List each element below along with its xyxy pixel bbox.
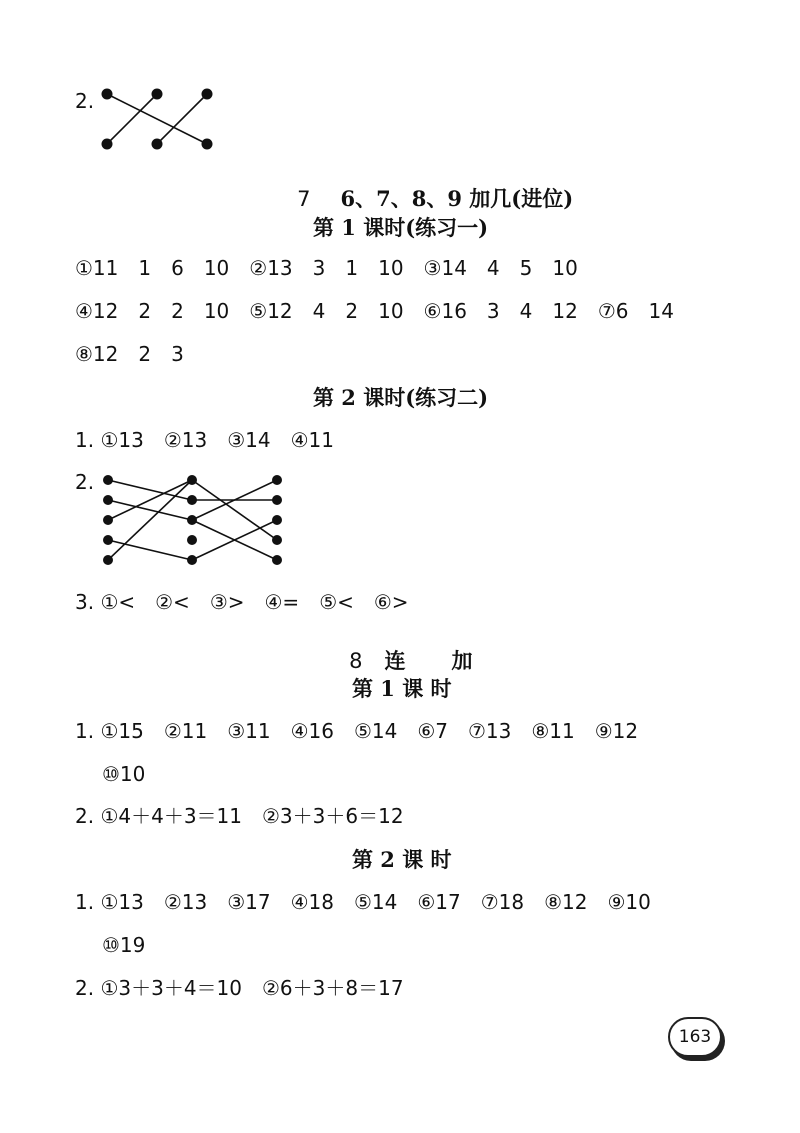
lesson-heading: 第 2 课 时: [352, 847, 452, 872]
answer-line: ⑩19: [102, 933, 146, 957]
page-number-text: 163: [678, 1027, 712, 1047]
lesson-heading: 第 1 课时(练习一): [313, 215, 489, 240]
matching-diagram-top: [90, 86, 230, 156]
answer-line: 1. ①15 ②11 ③11 ④16 ⑤14 ⑥7 ⑦13 ⑧11 ⑨12: [75, 719, 639, 743]
answer-line: 2. ①4＋4＋3＝11 ②3＋3＋6＝12: [75, 804, 404, 828]
unit-number: 8: [349, 649, 363, 673]
lesson-heading: 第 2 课时(练习二): [313, 385, 489, 410]
unit-title-char: 加: [451, 648, 473, 673]
answer-line: 2. ①3＋3＋4＝10 ②6＋3＋8＝17: [75, 976, 404, 1000]
unit-title: 6、7、8、9 加几(进位): [340, 186, 574, 211]
unit-number: 7: [297, 187, 311, 211]
page-number: [668, 1017, 722, 1057]
unit-title-char: 连: [384, 648, 406, 673]
answer-line: ⑩10: [102, 762, 146, 786]
answer-line: ①11 1 6 10 ②13 3 1 10 ③14 4 5 10: [75, 256, 578, 280]
question-number: 2.: [75, 89, 95, 113]
answer-line: 3. ①< ②< ③> ④= ⑤< ⑥>: [75, 590, 409, 614]
answer-line: 1. ①13 ②13 ③17 ④18 ⑤14 ⑥17 ⑦18 ⑧12 ⑨10: [75, 890, 651, 914]
matching-diagram-middle: [100, 472, 300, 572]
lesson-heading: 第 1 课 时: [352, 676, 452, 701]
answer-line: 1. ①13 ②13 ③14 ④11: [75, 428, 334, 452]
answer-line: ④12 2 2 10 ⑤12 4 2 10 ⑥16 3 4 12 ⑦6 14: [75, 299, 674, 323]
question-number: 2.: [75, 470, 95, 494]
unit-7-heading: [287, 172, 573, 210]
answer-line: ⑧12 2 3: [75, 342, 184, 366]
unit-8-heading: [339, 634, 473, 672]
